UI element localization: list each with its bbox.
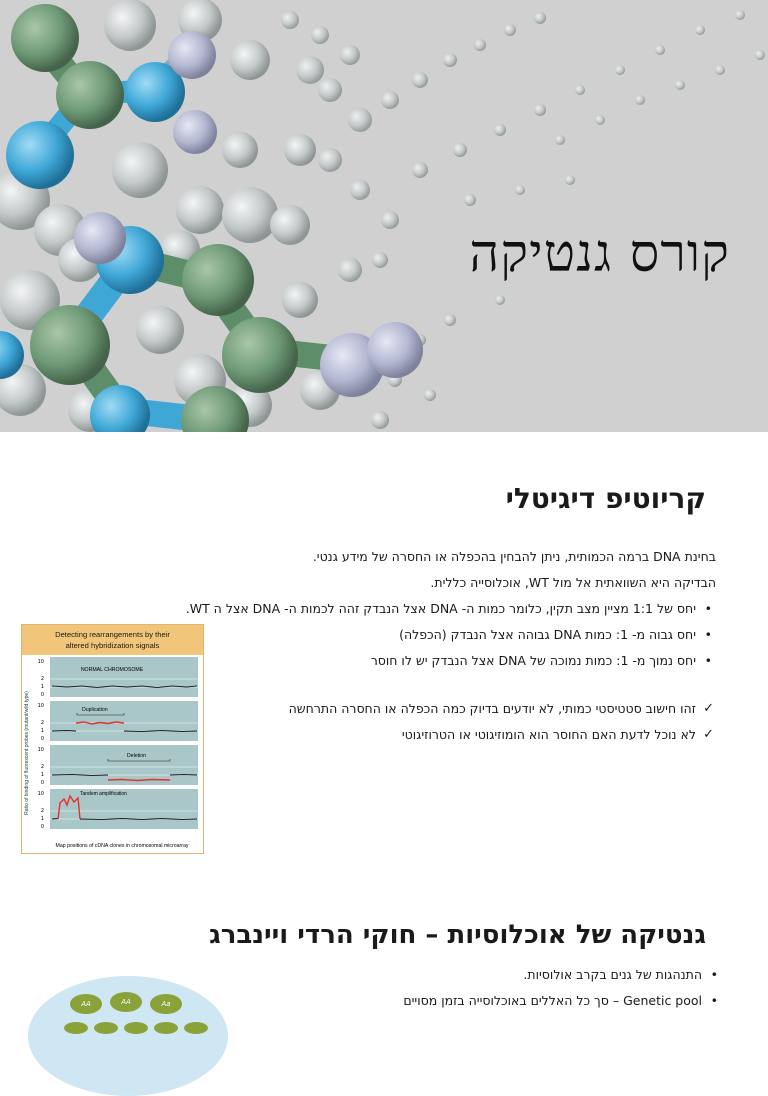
panel-duplication (38, 701, 198, 742)
tick-label: 1 (40, 684, 44, 690)
molecule-illustration (0, 0, 768, 432)
tick-label: 10 (37, 703, 44, 709)
bullet-item: • יחס גבוה מ- 1: כמות DNA גבוהה אצל הנבדק (הכפלה) (96, 622, 716, 648)
intro-line: בחינת DNA ברמה הכמותית, ניתן להבחין בהכפלה או החסרה של מידע גנטי. (312, 549, 716, 564)
check-item: ✓ לא נוכל לדעת האם החוסר הוא הומוזיגוטי או הטרוזיגוטי (289, 722, 716, 748)
frog-population (28, 976, 228, 1036)
allele-label: AA (81, 1000, 91, 1008)
intro-line: הבדיקה היא השוואתית אל מול WT, אוכלוסייה כללית. (430, 575, 716, 590)
panel-tandem-amplification (38, 789, 198, 830)
bullet-item: • Genetic pool – סך כל האללים באוכלוסייה בזמן מסויים (403, 988, 722, 1014)
slide-body (403, 962, 722, 1014)
tick-label: 0 (40, 780, 44, 786)
bullet-item: • יחס נמוך מ- 1: כמות נמוכה של DNA אצל הנבדק יש לו חוסר (96, 648, 716, 674)
panel-normal (38, 657, 198, 698)
slide-heading: גנטיקה של אוכלוסיות – חוקי הרדי ויינברג (209, 920, 706, 950)
panel-label: NORMAL CHROMOSOME (80, 667, 144, 673)
check-item: ✓ זהו חישוב סטטיסטי כמותי, לא יודעים בדיוק כמה הכפלה או החסרה התרחשה (289, 696, 716, 722)
gene-pool-illustration (28, 976, 228, 1096)
tick-label: 10 (37, 791, 44, 797)
microarray-chart (22, 655, 203, 853)
tick-label: 2 (40, 764, 44, 770)
x-axis-label: Map positions of cDNA clones in chromosomal microarray (55, 843, 189, 849)
figure-title: Detecting rearrangements by their (55, 630, 170, 639)
panel-label: Deletion (127, 753, 147, 759)
y-axis-label: Ratio of binding of fluorescent probes (mutant/wild type) (24, 691, 30, 815)
tick-label: 2 (40, 808, 44, 814)
tick-label: 1 (40, 728, 44, 734)
bullet-item: • התנהגות של גנים בקרב אולוסיות. (403, 962, 722, 988)
digital-karyotype-slide (0, 432, 768, 864)
bullet-item: • יחס של 1:1 מציין מצב תקין, כלומר כמות ה- DNA אצל הנבדק זהה לכמות ה- DNA אצל ה WT. (96, 596, 716, 622)
check-list (289, 696, 716, 748)
tick-label: 10 (37, 747, 44, 753)
tick-label: 0 (40, 692, 44, 698)
tick-label: 2 (40, 676, 44, 682)
allele-label: Aa (161, 1000, 171, 1008)
course-title: קורס גנטיקה (469, 224, 730, 284)
panel-deletion (38, 745, 198, 786)
figure-title: altered hybridization signals (65, 641, 160, 650)
tick-label: 0 (40, 736, 44, 742)
population-genetics-slide (0, 864, 768, 1024)
allele-label: AA (121, 998, 131, 1006)
figure-header (22, 625, 203, 655)
panel-label: Duplication (82, 707, 108, 713)
tick-label: 2 (40, 720, 44, 726)
tick-label: 1 (40, 772, 44, 778)
slide-heading: קריוטיפ דיגיטלי (505, 482, 706, 515)
tick-label: 10 (37, 659, 44, 665)
title-slide (0, 0, 768, 432)
panel-label: Tandem amplification (80, 791, 127, 797)
microarray-figure (21, 624, 204, 854)
tick-label: 1 (40, 816, 44, 822)
tick-label: 0 (40, 824, 44, 830)
